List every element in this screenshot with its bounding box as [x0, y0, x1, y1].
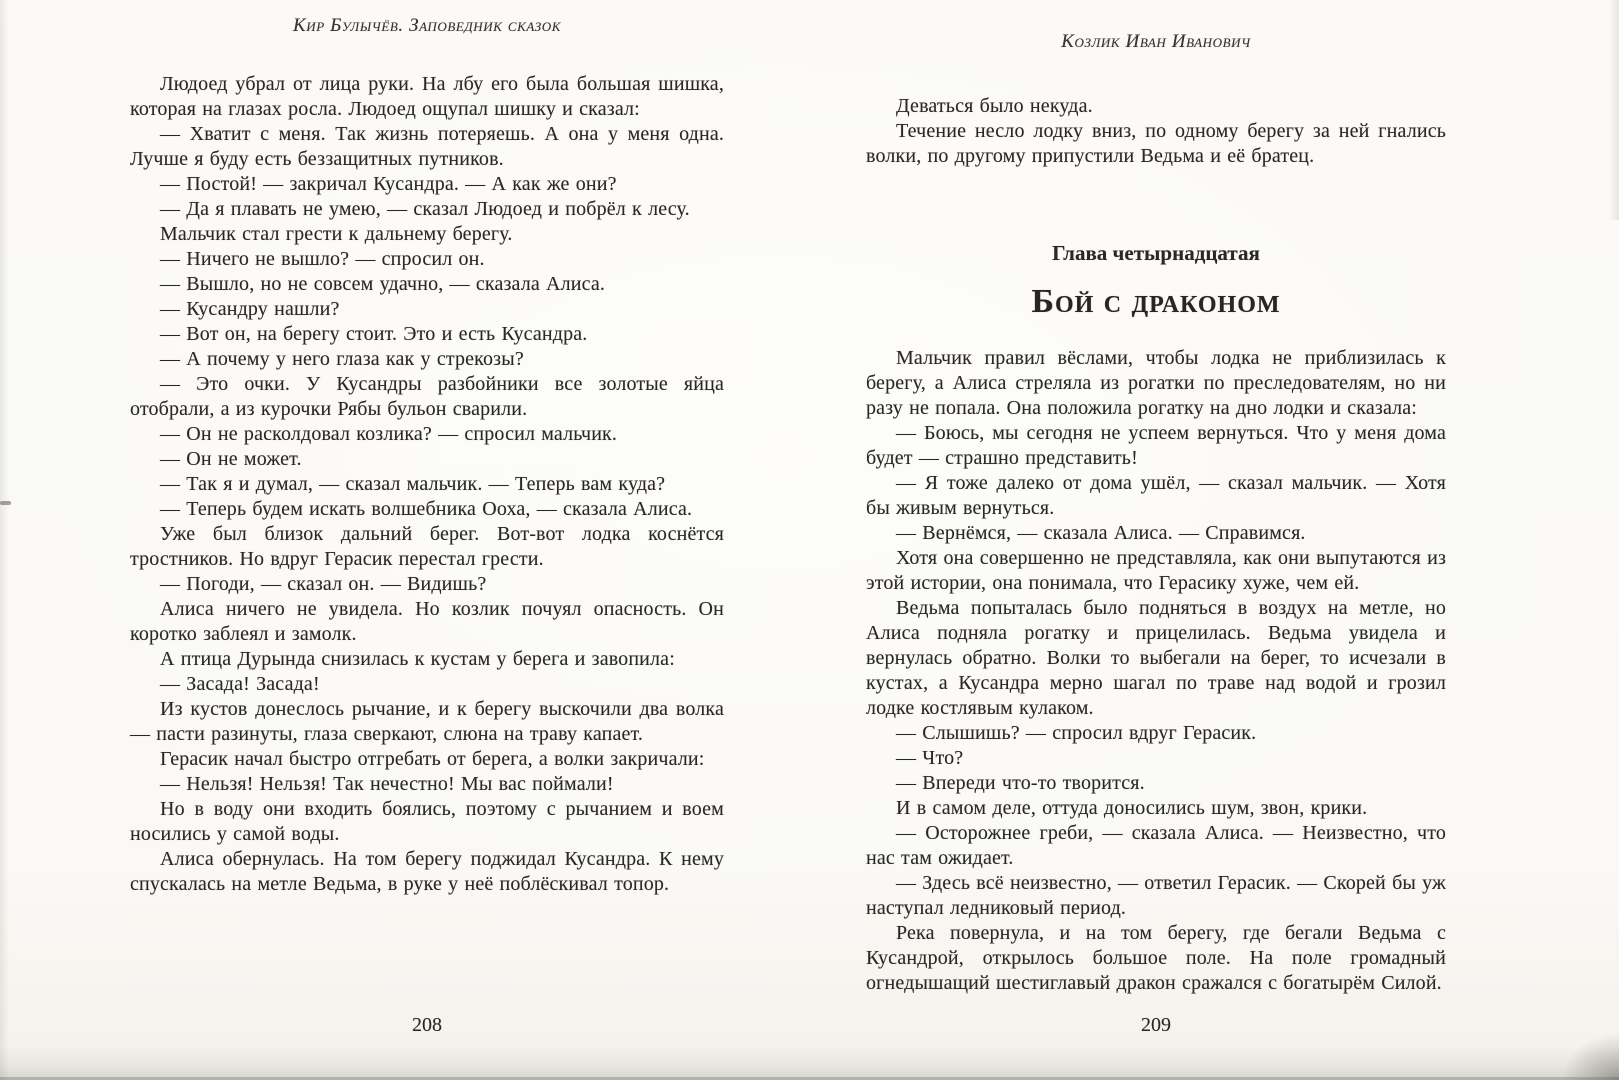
paragraph: — Здесь всё неизвестно, — ответил Герасик. — Скорей бы уж наступал ледниковый период. [866, 872, 1446, 919]
paragraph: Мальчик правил вёслами, чтобы лодка не приблизилась к берегу, а Алиса стреляла из рогатки по преследователям, но ни разу не попала. Она положила рогатку на дно лодки и сказала: [866, 347, 1446, 419]
scan-shadow-left-edge [0, 0, 9, 1080]
chapter-label: Глава четырнадцатая [1052, 241, 1260, 265]
paragraph: — Теперь будем искать волшебника Ооха, — сказала Алиса. [160, 498, 693, 520]
right-page-text-after-chapter [866, 346, 1446, 996]
paragraph: — Что? [896, 747, 964, 769]
paragraph: Деваться было некуда. [896, 95, 1093, 117]
paragraph: Хотя она совершенно не представляла, как они выпутаются из этой истории, она понимала, что Герасику хуже, чем ей. [866, 547, 1446, 594]
paragraph: Течение несло лодку вниз, по одному берегу за ней гнались волки, по другому припустили Ведьма и её братец. [866, 120, 1446, 167]
paragraph: — Это очки. У Кусандры разбойники все золотые яйца отобрали, а из курочки Рябы бульон сварили. [130, 373, 724, 420]
paragraph: — Кусандру нашли? [160, 298, 340, 320]
paragraph: — Нельзя! Нельзя! Так нечестно! Мы вас поймали! [160, 773, 614, 795]
paragraph: — Постой! — закричал Кусандра. — А как же они? [160, 173, 617, 195]
paragraph: — Хватит с меня. Так жизнь потеряешь. А она у меня одна. Лучше я буду есть беззащитных путников. [130, 123, 724, 170]
paragraph: — Вернёмся, — сказала Алиса. — Справимся. [896, 522, 1306, 544]
paragraph: — Я тоже далеко от дома ушёл, — сказал мальчик. — Хотя бы живым вернуться. [866, 472, 1446, 519]
scan-speck-left-edge [0, 501, 11, 505]
right-page-text-before-chapter [866, 94, 1446, 169]
paragraph: Алиса обернулась. На том берегу поджидал Кусандра. К нему спускалась на метле Ведьма, в руке у неё поблёскивал топор. [130, 848, 724, 895]
right-page [866, 30, 1446, 996]
paragraph: Ведьма попыталась было подняться в воздух на метле, но Алиса подняла рогатку и прицелилась. Ведьма увидела и вернулась обратно. Волки то выбегали на берег, то исчезали в кустах, а Кусандра мерно шагал по траве над водой и грозил лодке костлявым кулаком. [866, 597, 1446, 719]
paragraph: Мальчик стал грести к дальнему берегу. [160, 223, 513, 245]
paragraph: — Так я и думал, — сказал мальчик. — Теперь вам куда? [160, 473, 666, 495]
paragraph: — Засада! Засада! [160, 673, 320, 695]
left-page-text [130, 72, 724, 897]
paragraph: Уже был близок дальний берег. Вот-вот лодка коснётся тростников. Но вдруг Герасик перестал грести. [130, 523, 724, 570]
paragraph: Из кустов донеслось рычание, и к берегу выскочили два волка — пасти разинуты, глаза сверкают, слюна на траву капает. [130, 698, 724, 745]
paragraph: — Впереди что-то творится. [896, 772, 1145, 794]
paragraph: — Вышло, но не совсем удачно, — сказала Алиса. [160, 273, 606, 295]
paragraph: Людоед убрал от лица руки. На лбу его была большая шишка, которая на глазах росла. Людоед ощупал шишку и сказал: [130, 73, 724, 120]
page-number-right: 209 [1141, 1014, 1171, 1036]
paragraph: — Слышишь? — спросил вдруг Герасик. [896, 722, 1257, 744]
left-page [130, 14, 724, 897]
paragraph: Алиса ничего не увидела. Но козлик почуял опасность. Он коротко заблеял и замолк. [130, 598, 724, 645]
paragraph: — Вот он, на берегу стоит. Это и есть Кусандра. [160, 323, 588, 345]
page-number-left: 208 [412, 1014, 442, 1036]
scan-shadow-bottom-right-corner [1563, 1034, 1619, 1080]
paragraph: А птица Дурында снизилась к кустам у берега и завопила: [160, 648, 675, 670]
running-header-right: Козлик Иван Иванович [1061, 31, 1251, 52]
paragraph: — Осторожнее греби, — сказала Алиса. — Неизвестно, что нас там ожидает. [866, 822, 1446, 869]
chapter-title: Бой с драконом [1031, 283, 1281, 320]
paragraph: Герасик начал быстро отгребать от берега, а волки закричали: [160, 748, 705, 770]
paragraph: — Ничего не вышло? — спросил он. [160, 248, 485, 270]
scan-shadow-bottom [0, 1046, 1619, 1080]
paragraph: — Он не расколдовал козлика? — спросил мальчик. [160, 423, 618, 445]
paragraph: Река повернула, и на том берегу, где бегали Ведьма с Кусандрой, открылось большое поле. На поле громадный огнедышащий шестиглавый дракон сражался с богатырём Силой. [866, 922, 1446, 994]
paragraph: — Да я плавать не умею, — сказал Людоед и побрёл к лесу. [160, 198, 690, 220]
paragraph: И в самом деле, оттуда доносились шум, звон, крики. [896, 797, 1368, 819]
running-header-left: Кир Булычёв. Заповедник сказок [293, 15, 561, 36]
paragraph: — А почему у него глаза как у стрекозы? [160, 348, 524, 370]
paragraph: — Погоди, — сказал он. — Видишь? [160, 573, 487, 595]
paragraph: — Он не может. [160, 448, 302, 470]
scan-shadow-right-edge [1609, 0, 1619, 220]
paragraph: — Боюсь, мы сегодня не успеем вернуться. Что у меня дома будет — страшно представить! [866, 422, 1446, 469]
paragraph: Но в воду они входить боялись, поэтому с рычанием и воем носились у самой воды. [130, 798, 724, 845]
